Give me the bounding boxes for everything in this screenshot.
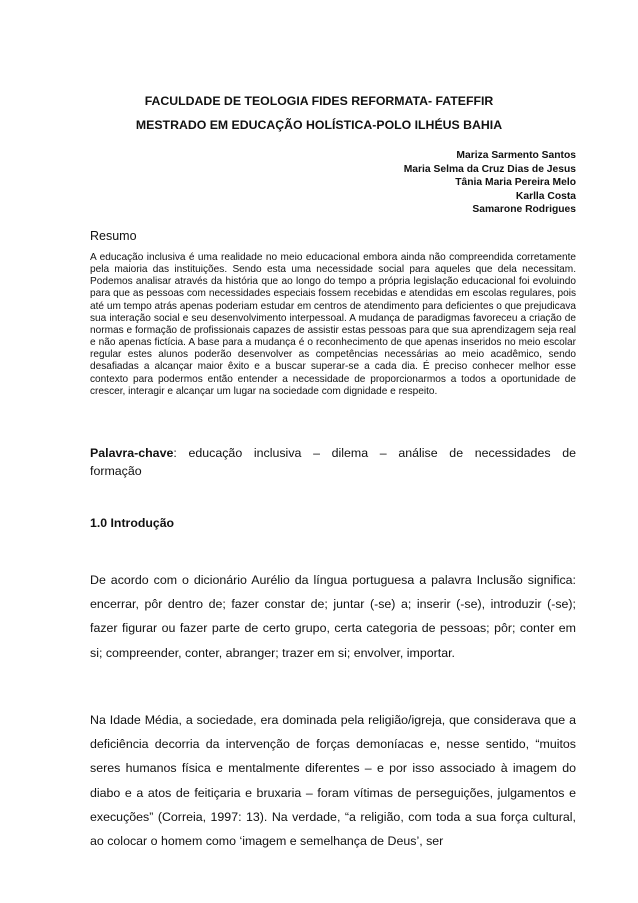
author-list <box>404 149 576 217</box>
body-paragraph: De acordo com o dicionário Aurélio da língua portuguesa a palavra Inclusão significa: encerrar, pôr dentro de; fazer constar de; juntar (-se) a; inserir (-se), introduzir (-se); fazer figurar ou fazer parte de certo grupo, certa categoria de pessoas; pôr; conter em si; compreender, conter, abranger; trazer em si; envolver, importar. <box>90 573 576 660</box>
section-heading: 1.0 Introdução <box>90 516 175 530</box>
author-name: Mariza Sarmento Santos <box>456 150 576 161</box>
author-name: Samarone Rodrigues <box>472 204 576 216</box>
institution-name: FACULDADE DE TEOLOGIA FIDES REFORMATA- FATEFFIR <box>144 94 494 108</box>
keywords-label: Palavra-chave <box>90 446 174 460</box>
author-name: Tânia Maria Pereira Melo <box>455 177 576 189</box>
body-paragraph: Na Idade Média, a sociedade, era dominada pela religião/igreja, que considerava que a deficiência decorria da intervenção de forças demoníacas e, nesse sentido, “muitos seres humanos física e mentalmente diferentes – e por isso associado à imagem do diabo e a atos de feitiçaria e bruxaria – foram vítimas de perseguições, julgamentos e execuções” (Correia, 1997: 13). Na verdade, “a religião, com toda a sua força cultural, ao colocar o homem como ‘imagem e semelhança de Deus’, ser <box>90 713 576 849</box>
keywords-text: : educação inclusiva – dilema – análise de necessidades de formação <box>90 446 576 478</box>
author-name: Karlla Costa <box>515 190 576 202</box>
abstract-heading: Resumo <box>90 229 137 243</box>
abstract-text: A educação inclusiva é uma realidade no meio educacional embora ainda não compreendida corretamente pela maioria das instituições. Sendo esta uma necessidade social para aqueles que dela necessitam. Podemos analisar através da história que ao longo do tempo a própria legislação educacional foi evoluindo para que as pessoas com necessidades especiais fossem recebidas e atendidas em escolas regulares, pois até um tempo atrás apenas poderiam estudar em centros de atendimento para deficientes o que prejudicava sua interação social e seu desenvolvimento interpessoal. A mudança de paradigmas favoreceu a criação de normas e formação de profissionais capazes de assistir estas pessoas para que sua aprendizagem seja real e não apenas fictícia. A base para a mudança é o reconhecimento de que apenas inseridos no meio escolar regular estes alunos poderão desenvolver as competências necessárias ao meio acadêmico, sendo desafiadas a alcançar maior êxito e a buscar superar-se a cada dia. É preciso conhecer melhor esse contexto para podermos então entender a necessidade de proporcionarmos a todos a oportunidade de crescer, interagir e alcançar um lugar na sociedade com dignidade e respeito. <box>90 252 576 397</box>
program-name: MESTRADO EM EDUCAÇÃO HOLÍSTICA-POLO ILHÉUS BAHIA <box>135 118 503 132</box>
author-name: Maria Selma da Cruz Dias de Jesus <box>403 163 576 175</box>
keywords <box>90 444 576 480</box>
